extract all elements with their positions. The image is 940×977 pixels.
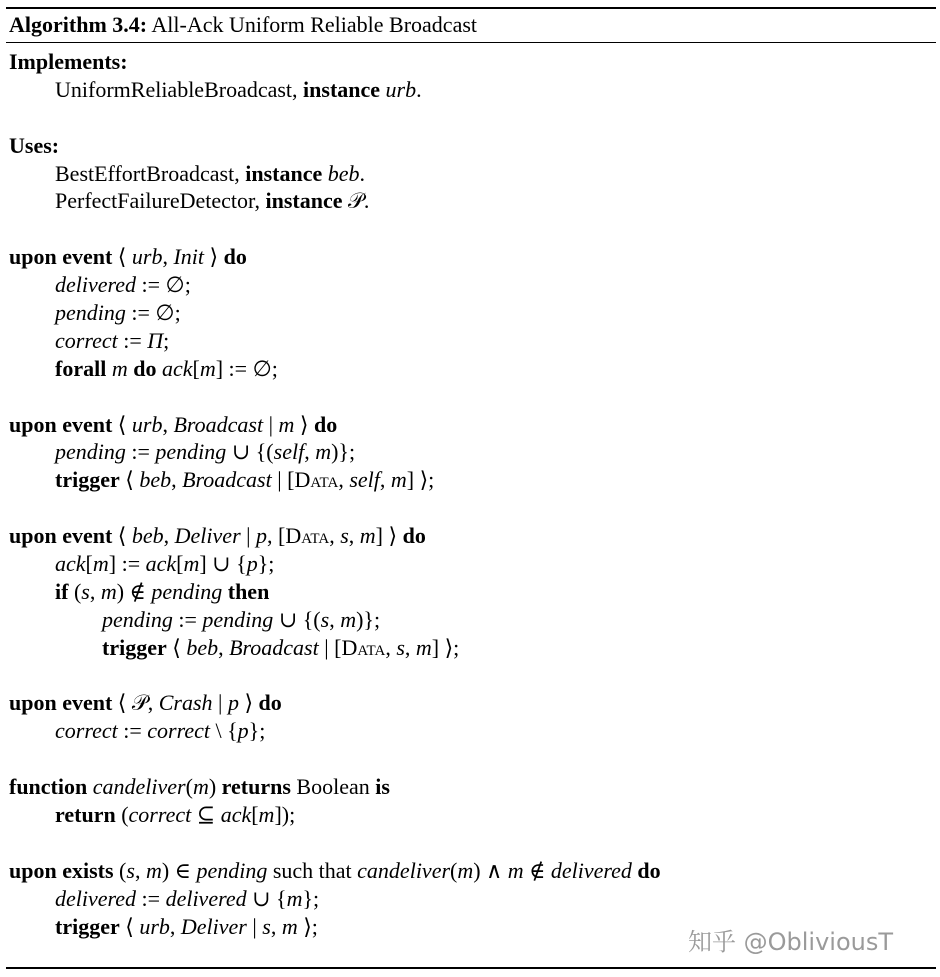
- identifier: correct: [128, 802, 192, 828]
- code-text: )};: [356, 606, 381, 632]
- code-text: \ {: [209, 718, 238, 744]
- algorithm-title: [9, 9, 477, 41]
- code-text: ] ⟩: [375, 523, 403, 549]
- identifier: pending: [102, 606, 173, 632]
- identifier: candeliver: [92, 774, 186, 800]
- code-text: [: [85, 551, 93, 577]
- keyword: do: [637, 857, 661, 883]
- code-text: Data: [294, 467, 339, 493]
- identifier: s: [340, 523, 349, 549]
- code-line: [9, 885, 661, 913]
- identifier: p: [227, 690, 239, 716]
- identifier: Broadcast: [182, 467, 272, 493]
- identifier: pending: [202, 606, 274, 632]
- identifier: m: [278, 411, 295, 437]
- keyword: instance: [265, 188, 343, 214]
- code-text: PerfectFailureDetector,: [55, 188, 266, 214]
- blank-line: [9, 383, 661, 411]
- identifier: m: [390, 467, 407, 493]
- identifier: s: [126, 857, 135, 883]
- code-text: ⟨: [119, 467, 140, 493]
- identifier: p: [256, 523, 268, 549]
- code-text: such that: [267, 857, 358, 883]
- keyword: is: [375, 774, 390, 800]
- code-line: [9, 606, 661, 634]
- code-text: [: [192, 355, 200, 381]
- identifier: m: [183, 551, 200, 577]
- keyword: trigger: [55, 467, 120, 493]
- code-text: .: [359, 160, 365, 186]
- code-text: | [: [318, 634, 342, 660]
- identifier: Π: [147, 327, 164, 353]
- code-text: };: [248, 718, 266, 744]
- code-text: (: [68, 578, 82, 604]
- identifier: beb: [131, 523, 164, 549]
- code-text: := ∅;: [125, 300, 181, 326]
- code-text: ⟩;: [297, 913, 318, 939]
- blank-line: [9, 745, 661, 773]
- algorithm-number: Algorithm 3.4:: [9, 12, 148, 37]
- code-text: :=: [172, 606, 203, 632]
- identifier: ack: [145, 551, 177, 577]
- code-text: };: [302, 885, 320, 911]
- code-line: [9, 411, 661, 439]
- code-text: :=: [117, 327, 148, 353]
- code-text: ) ∈: [161, 857, 197, 883]
- code-text: ,: [134, 857, 146, 883]
- code-text: };: [257, 551, 275, 577]
- code-text: :=: [125, 439, 156, 465]
- code-text: ⟨: [112, 523, 132, 549]
- code-line: [9, 187, 661, 215]
- blank-line: [9, 104, 661, 132]
- code-text: (: [115, 802, 129, 828]
- identifier: p: [246, 551, 258, 577]
- code-text: ] := ∅;: [215, 355, 278, 381]
- code-text: ⟨: [112, 411, 132, 437]
- keyword: do: [223, 244, 247, 270]
- code-text: ,: [385, 634, 397, 660]
- code-line: [9, 160, 661, 188]
- keyword: upon event: [9, 690, 113, 716]
- code-line: [9, 466, 661, 494]
- identifier: ack: [55, 551, 86, 577]
- identifier: pending: [155, 439, 227, 465]
- keyword: upon event: [9, 411, 113, 437]
- identifier: m: [359, 523, 376, 549]
- code-text: ] :=: [108, 551, 146, 577]
- identifier: pending: [196, 857, 268, 883]
- code-text: [: [251, 802, 259, 828]
- title-rule: [6, 42, 936, 43]
- code-text: ∉: [523, 857, 551, 883]
- code-line: [9, 271, 661, 299]
- code-line: [9, 438, 661, 466]
- code-text: ] ∪ {: [199, 551, 247, 577]
- code-text: ,: [218, 634, 230, 660]
- code-line: [9, 327, 661, 355]
- identifier: m: [315, 439, 332, 465]
- keyword: do: [402, 523, 426, 549]
- identifier: ack: [220, 802, 252, 828]
- identifier: delivered: [55, 885, 137, 911]
- code-text: ,: [404, 634, 416, 660]
- code-text: ,: [162, 411, 174, 437]
- identifier: Deliver: [174, 523, 241, 549]
- keyword: function: [9, 774, 88, 800]
- keyword: forall: [55, 355, 107, 381]
- code-line: [9, 522, 661, 550]
- keyword: Uses:: [9, 132, 60, 158]
- code-text: .: [416, 76, 422, 102]
- code-text: (: [185, 774, 193, 800]
- code-text: ,: [162, 244, 174, 270]
- code-text: ,: [348, 523, 360, 549]
- identifier: s: [320, 606, 330, 632]
- code-text: ,: [379, 467, 391, 493]
- code-text: ⟩: [204, 244, 224, 270]
- code-text: ;: [163, 327, 170, 353]
- identifier: m: [281, 913, 298, 939]
- identifier: self: [349, 467, 380, 493]
- identifier: beb: [327, 160, 360, 186]
- watermark: 知乎 @ObliviousT: [688, 928, 894, 956]
- identifier: correct: [147, 718, 210, 744]
- code-line: [9, 634, 661, 662]
- keyword: do: [258, 690, 282, 716]
- code-line: [9, 913, 661, 941]
- code-text: BestEffortBroadcast,: [55, 160, 246, 186]
- identifier: candeliver: [357, 857, 451, 883]
- code-text: ,: [89, 578, 101, 604]
- identifier: s: [262, 913, 271, 939]
- code-text: |: [212, 690, 228, 716]
- keyword: trigger: [55, 913, 120, 939]
- code-text: ⟩: [238, 690, 259, 716]
- identifier: Broadcast: [229, 634, 319, 660]
- code-text: ,: [163, 523, 175, 549]
- identifier: m: [340, 606, 357, 632]
- identifier: m: [100, 578, 117, 604]
- identifier: beb: [186, 634, 219, 660]
- identifier: ack: [161, 355, 193, 381]
- identifier: m: [145, 857, 162, 883]
- algorithm-body: [9, 48, 661, 941]
- code-text: ∪ {: [246, 885, 287, 911]
- keyword: returns: [221, 774, 291, 800]
- code-line: [9, 243, 661, 271]
- keyword: if: [55, 578, 69, 604]
- identifier: m: [92, 551, 109, 577]
- code-text: := ∅;: [136, 272, 191, 298]
- code-line: [9, 578, 661, 606]
- identifier: correct: [55, 718, 118, 744]
- code-text: ∪ {(: [273, 606, 321, 632]
- code-line: [9, 717, 661, 745]
- code-line: [9, 48, 661, 76]
- code-text: ): [208, 774, 222, 800]
- identifier: p: [237, 718, 249, 744]
- code-text: :=: [117, 718, 148, 744]
- identifier: urb: [385, 76, 417, 102]
- code-text: ⟨: [112, 244, 132, 270]
- identifier: urb: [131, 244, 163, 270]
- code-text: | [: [271, 467, 295, 493]
- identifier: m: [111, 355, 128, 381]
- blank-line: [9, 662, 661, 690]
- keyword: instance: [303, 76, 381, 102]
- code-text: 𝒫.: [342, 188, 370, 214]
- identifier: m: [457, 857, 474, 883]
- code-line: [9, 857, 661, 885]
- bottom-rule: [6, 967, 936, 969]
- code-text: , [: [267, 523, 286, 549]
- identifier: pending: [55, 439, 126, 465]
- code-text: [: [176, 551, 184, 577]
- code-text: ∪ {(: [226, 439, 274, 465]
- code-line: [9, 132, 661, 160]
- code-text: ⟨ 𝒫,: [112, 690, 159, 716]
- code-line: [9, 550, 661, 578]
- code-text: ,: [171, 467, 183, 493]
- code-text: ) ∧: [473, 857, 508, 883]
- blank-line: [9, 215, 661, 243]
- keyword: return: [55, 802, 116, 828]
- keyword: trigger: [102, 634, 167, 660]
- code-text: |: [240, 523, 257, 549]
- identifier: s: [81, 578, 90, 604]
- identifier: m: [415, 634, 432, 660]
- code-text: |: [263, 411, 279, 437]
- identifier: beb: [139, 467, 172, 493]
- identifier: delivered: [55, 272, 137, 298]
- identifier: Deliver: [180, 913, 247, 939]
- code-text: ,: [169, 913, 181, 939]
- code-text: ⟩: [294, 411, 314, 437]
- code-line: [9, 773, 661, 801]
- keyword: upon event: [9, 244, 113, 270]
- code-text: ,: [329, 523, 341, 549]
- code-text: Boolean: [290, 774, 376, 800]
- identifier: m: [286, 885, 303, 911]
- code-text: ⟨: [119, 913, 140, 939]
- code-text: Data: [285, 523, 330, 549]
- code-line: [9, 355, 661, 383]
- code-text: ,: [329, 606, 341, 632]
- code-text: ,: [270, 913, 282, 939]
- code-text: |: [246, 913, 263, 939]
- code-text: (: [450, 857, 458, 883]
- identifier: self: [273, 439, 305, 465]
- identifier: delivered: [165, 885, 247, 911]
- code-text: ⊆: [191, 802, 221, 828]
- code-text: :=: [136, 885, 166, 911]
- blank-line: [9, 829, 661, 857]
- blank-line: [9, 494, 661, 522]
- code-text: ,: [304, 439, 316, 465]
- code-line: [9, 689, 661, 717]
- identifier: delivered: [550, 857, 632, 883]
- identifier: pending: [151, 578, 223, 604]
- identifier: urb: [131, 411, 163, 437]
- identifier: Broadcast: [173, 411, 264, 437]
- code-text: ⟨: [166, 634, 187, 660]
- algorithm-name: All-Ack Uniform Reliable Broadcast: [147, 12, 478, 37]
- identifier: Crash: [158, 690, 213, 716]
- code-text: Data: [341, 634, 386, 660]
- keyword: then: [227, 578, 270, 604]
- code-text: ] ⟩;: [406, 467, 435, 493]
- keyword: upon event: [9, 523, 113, 549]
- code-text: ] ⟩;: [431, 634, 460, 660]
- identifier: m: [258, 802, 275, 828]
- code-text: )};: [331, 439, 356, 465]
- identifier: pending: [55, 300, 126, 326]
- code-text: (: [113, 857, 127, 883]
- identifier: Init: [173, 244, 205, 270]
- keyword: Implements:: [9, 49, 128, 74]
- identifier: urb: [139, 913, 170, 939]
- code-text: UniformReliableBroadcast,: [55, 76, 304, 102]
- identifier: m: [507, 857, 524, 883]
- code-line: [9, 801, 661, 829]
- identifier: m: [199, 355, 216, 381]
- code-line: [9, 76, 661, 104]
- identifier: s: [396, 634, 405, 660]
- keyword: instance: [245, 160, 323, 186]
- identifier: correct: [55, 327, 118, 353]
- code-text: ]);: [274, 802, 296, 828]
- code-text: ,: [338, 467, 350, 493]
- code-line: [9, 299, 661, 327]
- keyword: do: [133, 355, 157, 381]
- keyword: do: [313, 411, 338, 437]
- code-text: ) ∉: [116, 578, 152, 604]
- keyword: upon exists: [9, 857, 114, 883]
- identifier: m: [192, 774, 209, 800]
